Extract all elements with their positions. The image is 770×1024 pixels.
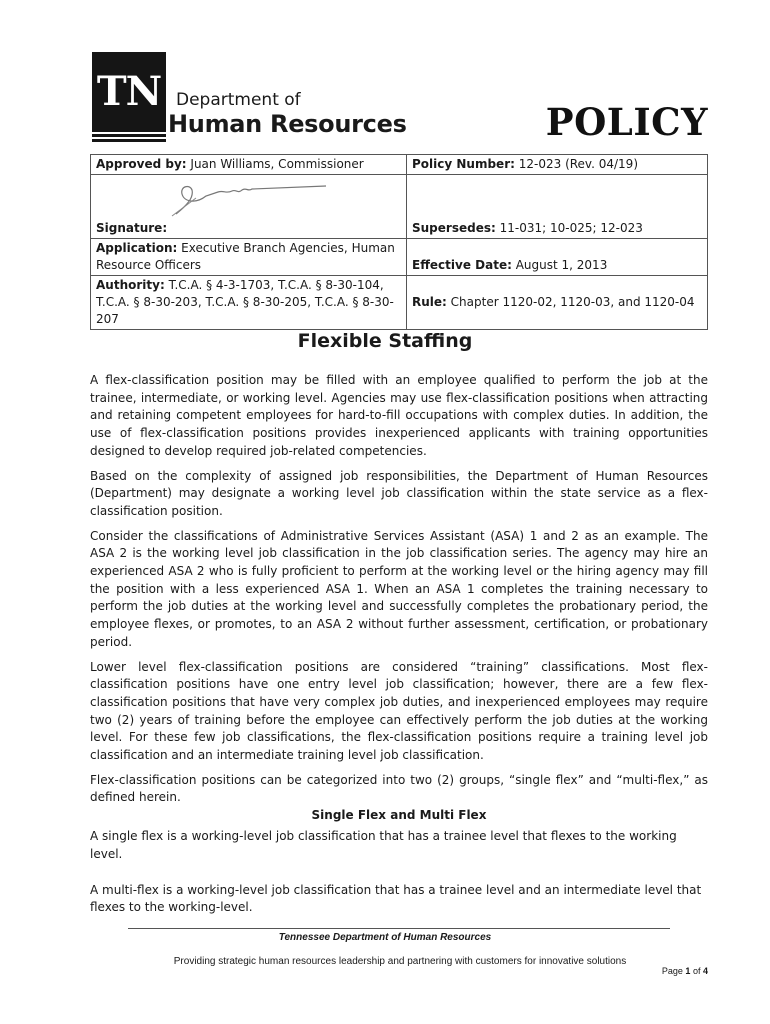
handwritten-signature	[166, 176, 326, 220]
tn-logo-mark: TN	[92, 52, 166, 132]
approved-by-cell	[91, 155, 407, 175]
body-paragraph: A flex-classification position may be filled with an employee qualified to perform the job at the trainee, intermediate, or working level. Agencies may use flex-classification positions when attracting and retaining competent employees for hard-to-fill occupations with complex duties. In addition, the use of flex-classification positions provides inexperienced applicants with training opportunities designed to develop required job-related competencies.	[90, 373, 708, 458]
document-title: Flexible Staffing	[297, 330, 473, 352]
logo-department-text: Department of	[176, 90, 301, 110]
logo-rule	[92, 139, 166, 142]
authority-label: Authority:	[96, 278, 165, 292]
signature-area	[96, 176, 401, 220]
footer-organization: Tennessee Department of Human Resources	[278, 932, 492, 943]
logo-rule	[92, 134, 166, 137]
supersedes-label: Supersedes:	[412, 221, 496, 235]
policy-number-label: Policy Number:	[412, 157, 515, 171]
authority-cell	[91, 276, 407, 330]
single-flex-paragraph: A single flex is a working-level job classification that has a trainee level that flexes to the working level.	[90, 829, 677, 861]
effective-date-value: August 1, 2013	[515, 258, 608, 272]
section-subheading: Single Flex and Multi Flex	[311, 808, 487, 823]
page-word: Page	[661, 966, 683, 976]
page-of: of	[692, 966, 701, 976]
body-paragraph: Consider the classifications of Administrative Services Assistant (ASA) 1 and 2 as an example. The ASA 2 is the working level job classification in the job classification series. The agency may hire an experienced ASA 2 who is fully proficient to perform at the working level or the hiring agency may fill the position with a less experienced ASA 1. When an ASA 1 completes the training necessary to perform the job duties at the working level and successfully completes the probationary period, the employee flexes, or promotes, to an ASA 2 without further assessment, certification, or probationary period.	[90, 528, 708, 649]
policy-info-table	[90, 154, 708, 330]
approved-by-value: Juan Williams, Commissioner	[190, 157, 364, 171]
authority-value: T.C.A. § 4-3-1703, T.C.A. § 8-30-104, T.C.A. § 8-30-203, T.C.A. § 8-30-205, T.C.A. § 8-30-207	[96, 278, 394, 326]
page-total: 4	[702, 966, 708, 976]
effective-date-cell	[407, 239, 708, 276]
application-value: Executive Branch Agencies, Human Resource Officers	[96, 241, 395, 272]
supersedes-cell	[407, 175, 708, 239]
footer-divider	[128, 928, 670, 929]
application-label: Application:	[96, 241, 178, 255]
approved-by-label: Approved by:	[96, 157, 187, 171]
footer-tagline: Providing strategic human resources leadership and partnering with customers for innovative solutions	[173, 956, 627, 967]
page-number	[662, 966, 708, 976]
supersedes-value: 11-031; 10-025; 12-023	[499, 221, 643, 235]
body-paragraph: Flex-classification positions can be categorized into two (2) groups, “single flex” and “multi-flex,” as defined herein.	[90, 772, 708, 805]
rule-label: Rule:	[412, 295, 447, 309]
body-paragraph: Lower level flex-classification positions are considered “training” classifications. Most flex-classification positions have one entry level job classification; however, there are a few flex-classification positions that have very complex job duties, and inexperienced employees may require two (2) years of training before the employee can effectively perform the job duties at the working level. For these few job classifications, the flex-classification positions require a training level job classification and an intermediate training level job classification.	[90, 659, 708, 763]
effective-date-label: Effective Date:	[412, 258, 512, 272]
signature-label: Signature:	[96, 221, 168, 235]
multi-flex-paragraph: A multi-flex is a working-level job classification that has a trainee level and an intermediate level that flexes to the working-level.	[90, 882, 702, 915]
logo-human-resources-text: Human Resources	[168, 110, 407, 138]
policy-heading: POLICY	[545, 100, 708, 144]
signature-cell	[91, 175, 407, 239]
tn-dhr-logo	[92, 52, 422, 142]
policy-number-value: 12-023 (Rev. 04/19)	[518, 157, 638, 171]
page-current: 1	[685, 966, 691, 976]
application-cell	[91, 239, 407, 276]
policy-number-cell	[407, 155, 708, 175]
rule-cell	[407, 276, 708, 330]
document-body	[90, 372, 708, 924]
rule-value: Chapter 1120-02, 1120-03, and 1120-04	[450, 295, 695, 309]
body-paragraph: Based on the complexity of assigned job responsibilities, the Department of Human Resources (Department) may designate a working level job classification within the state service as a flex-classification position.	[90, 468, 708, 518]
